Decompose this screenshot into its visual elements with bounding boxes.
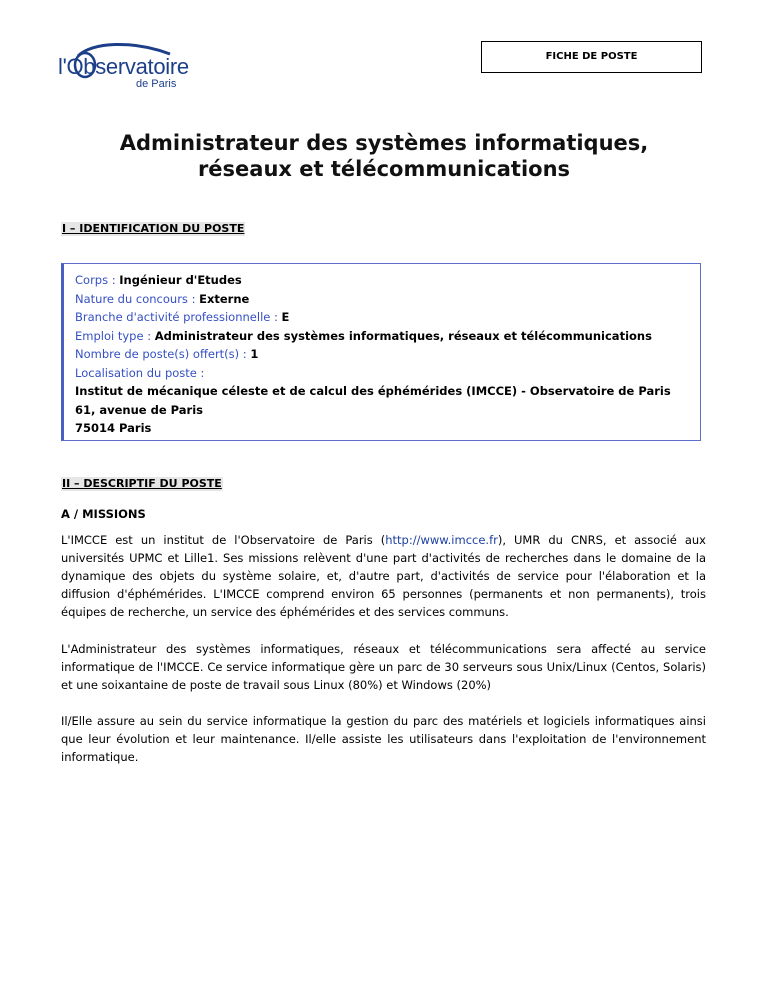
field-value: Externe [199, 291, 250, 306]
field-branche [75, 308, 700, 327]
fiche-label: FICHE DE POSTE [545, 51, 638, 62]
field-value: E [281, 310, 290, 324]
title-line-2: réseaux et télécommunications [197, 157, 571, 181]
field-label: Emploi type : [75, 328, 155, 343]
section-heading-identification: I – IDENTIFICATION DU POSTE [62, 222, 245, 235]
identification-box [61, 263, 701, 441]
field-label: Nature du concours : [75, 291, 200, 306]
paragraph-3: Il/Elle assure au sein du service informatique la gestion du parc des matériels et logiciels informatiques ainsi que leur évolution et leur maintenance. Il/elle assiste les utilisateurs dans l'exploitation de l'environnement informatique. [61, 714, 706, 764]
p1-text-before: L'IMCCE est un institut de l'Observatoire de Paris ( [61, 533, 386, 547]
field-label: Branche d'activité professionnelle : [75, 310, 282, 324]
address-line-1: Institut de mécanique céleste et de calcul des éphémérides (IMCCE) - Observatoire de Paris [75, 384, 671, 398]
field-nature-concours [75, 290, 700, 309]
section-heading-descriptif: II – DESCRIPTIF DU POSTE [62, 477, 222, 490]
logo-text: l'Observatoire [58, 54, 189, 79]
subheading-missions: A / MISSIONS [61, 507, 146, 521]
field-emploi-type [75, 327, 700, 346]
paragraph-2: L'Administrateur des systèmes informatiques, réseaux et télécommunications sera affecté au service informatique de l'IMCCE. Ce service informatique gère un parc de 30 serveurs sous Unix/Linux (Centos, Solaris) et une soixantaine de poste de travail sous Linux (80%) et Windows (20%) [61, 642, 706, 692]
field-localisation [75, 364, 700, 383]
field-label: Localisation du poste : [75, 365, 205, 380]
field-label: Nombre de poste(s) offert(s) : [75, 347, 251, 361]
p1-text-after: ), UMR du CNRS, et associé aux universités UPMC et Lille1. Ses missions relèvent d'une part d'activités de recherches dans le domaine de la dynamique des objets du système solaire, et, d'autre part, d'activités de service pour l'élaboration et la diffusion d'éphémérides. L'IMCCE comprend environ 65 personnes (permanents et non permanents), trois équipes de recherche, un service des éphémérides et des services communs. [61, 533, 706, 619]
field-value: Ingénieur d'Etudes [119, 273, 242, 287]
imcce-link[interactable]: http://www.imcce.fr [385, 533, 498, 547]
field-value: Administrateur des systèmes informatiques, réseaux et télécommunications [154, 328, 652, 343]
title-line-1: Administrateur des systèmes informatiques, [119, 131, 649, 155]
logo-subtext: de Paris [136, 78, 177, 90]
paragraph-1 [61, 531, 706, 621]
fiche-de-poste-box [481, 41, 702, 73]
field-value: 1 [250, 347, 259, 361]
field-nombre-postes [75, 345, 700, 364]
address-line-2: 61, avenue de Paris [75, 402, 203, 417]
field-corps [75, 271, 700, 290]
page-title [60, 130, 708, 182]
field-label: Corps : [75, 273, 120, 287]
observatoire-logo [52, 40, 202, 92]
address-line-3: 75014 Paris [75, 421, 152, 435]
